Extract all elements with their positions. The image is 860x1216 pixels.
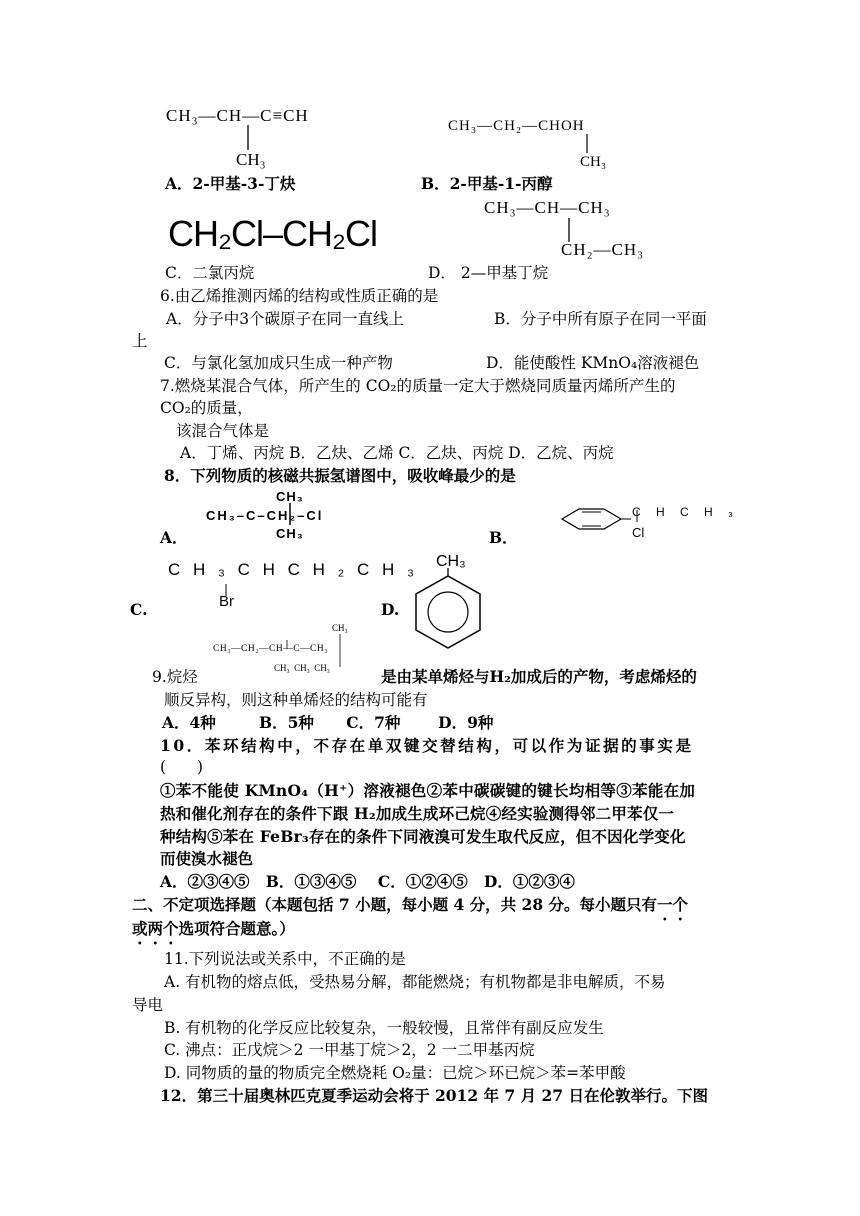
q6-option-c: C．与氯化氢加成只生成一种产物 <box>164 354 393 372</box>
q5-option-c: C．二氯丙烷 <box>165 264 255 282</box>
q8-label-a: A． <box>160 528 188 547</box>
q8-label-c: C. <box>130 600 148 619</box>
section2-heading-2 <box>132 919 295 948</box>
section2-line2a: 或两个 <box>132 919 179 938</box>
q9-options: A．4种 B．5种 C．7种 D．9种 <box>162 713 494 732</box>
q8-a-top: CH₃ <box>276 489 304 504</box>
q7-stem-2: CO₂的质量， <box>160 399 253 417</box>
struct-c: CH₂Cl–CH₂Cl <box>168 213 377 254</box>
q10-line-1: ①苯不能使 KMnO₄（H⁺）溶液褪色②苯中碳碳键的键长均相等③苯能在加 <box>160 781 696 800</box>
q8-c-chain: C H ₃ C H C H ₂ C H ₃ <box>168 560 418 579</box>
q6-option-b: B．分子中所有原子在同一平面 <box>494 310 707 328</box>
struct-d-branch: CH₂—CH₃ <box>561 240 645 259</box>
q11-option-a: A. 有机物的熔点低，受热易分解，都能燃烧；有机物都是非电解质，不易 <box>164 973 666 991</box>
q10-stem: 10．苯环结构中，不存在单双键交替结构，可以作为证据的事实是 <box>160 736 694 755</box>
section2-line1a: 二、不定项选择题（本题包括 7 小题，每小题 4 分，共 28 分。每小题只有 <box>132 895 658 914</box>
q9-struct-top: CH₃ <box>332 623 348 633</box>
q7-stem: 7.燃烧某混合气体，所产生的 CO₂的质量一定大于燃烧同质量丙烯所产生的 <box>160 377 676 395</box>
q11-option-c: C. 沸点：正戊烷＞2 一甲基丁烷＞2，2 一二甲基丙烷 <box>164 1041 535 1059</box>
q6-stem: 6.由乙烯推测丙烯的结构或性质正确的是 <box>160 287 439 305</box>
q8-c-br: Br <box>219 593 234 610</box>
q10-line-3: 种结构⑤苯在 FeBr₃存在的条件下同液溴可发生取代反应，但不因化学变化 <box>160 827 686 846</box>
q9-struct-bottom: CH₃ CH₃ CH₃ <box>274 663 330 673</box>
q8-b-chain: C H C H ₃ <box>632 505 739 519</box>
q11-stem: 11.下列说法或关系中，不正确的是 <box>164 950 406 968</box>
q7-stem-3: 该混合气体是 <box>176 422 270 440</box>
q9-stem-a: 是由某单烯烃与H₂加成后的产物，考虑烯烃的 <box>381 667 697 686</box>
q9-stem-b: 顺反异构，则这种单烯烃的结构可能有 <box>164 691 428 709</box>
q10-line-2: 热和催化剂存在的条件下跟 H₂加成生成环己烷④经实验测得邻二甲苯仅一 <box>160 804 675 823</box>
section2-line2b: 选项符合题意。） <box>178 919 295 938</box>
q9-label: 9.烷烃 <box>152 668 198 686</box>
q8-label-d: D. <box>381 600 400 619</box>
q10-line-4: 而使溴水褪色 <box>160 849 254 868</box>
q11-option-a-cont: 导电 <box>132 996 164 1014</box>
struct-a-branch: CH₃ <box>236 150 266 169</box>
q8-stem: 8．下列物质的核磁共振氢谱图中，吸收峰最少的是 <box>164 466 516 485</box>
q8-d-methyl: CH₃ <box>436 553 466 570</box>
q6-option-a: A．分子中3个碳原子在同一直线上 <box>166 310 405 328</box>
section2-line1b: 一个 <box>657 895 689 914</box>
q8-label-b: B． <box>489 528 518 547</box>
q10-paren: ( ) <box>160 758 204 776</box>
q8-a-bottom: CH₃ <box>276 526 304 541</box>
q7-options: A．丁烯、丙烷 B．乙炔、乙烯 C．乙炔、丙烷 D．乙烷、丙烷 <box>180 444 614 462</box>
struct-d-main: CH₃—CH—CH₃ <box>484 198 611 217</box>
q9-struct-main: CH₃—CH₂—CH—C—CH₃ <box>213 644 329 654</box>
q6-option-b-cont: 上 <box>132 332 148 350</box>
q11-option-b: B. 有机物的化学反应比较复杂，一般较慢，且常伴有副反应发生 <box>164 1019 604 1037</box>
struct-b-branch: CH₃ <box>580 154 607 170</box>
struct-a-main: CH₃—CH—C≡CH <box>166 106 309 125</box>
q8-a-main: CH₃–C–CH₂–Cl <box>206 508 324 523</box>
q5-option-a: A．2-甲基-3-丁炔 <box>165 174 296 193</box>
q10-options: A．②③④⑤ B．①③④⑤ C．①②④⑤ D．①②③④ <box>160 872 575 891</box>
struct-b-main: CH₃—CH₂—CHOH <box>448 118 585 134</box>
q8-b-cl: Cl <box>632 525 645 540</box>
q5-option-d: D． 2—甲基丁烷 <box>428 264 549 282</box>
q11-option-d: D. 同物质的量的物质完全燃烧耗 O₂量：已烷＞环已烷＞苯=苯甲酸 <box>164 1064 626 1082</box>
q5-option-b: B．2-甲基-1-丙醇 <box>421 174 553 193</box>
q12-stem: 12．第三十届奥林匹克夏季运动会将于 2012 年 7 月 27 日在伦敦举行。下图 <box>160 1086 708 1105</box>
q6-option-d: D．能使酸性 KMnO₄溶液褪色 <box>486 354 700 372</box>
